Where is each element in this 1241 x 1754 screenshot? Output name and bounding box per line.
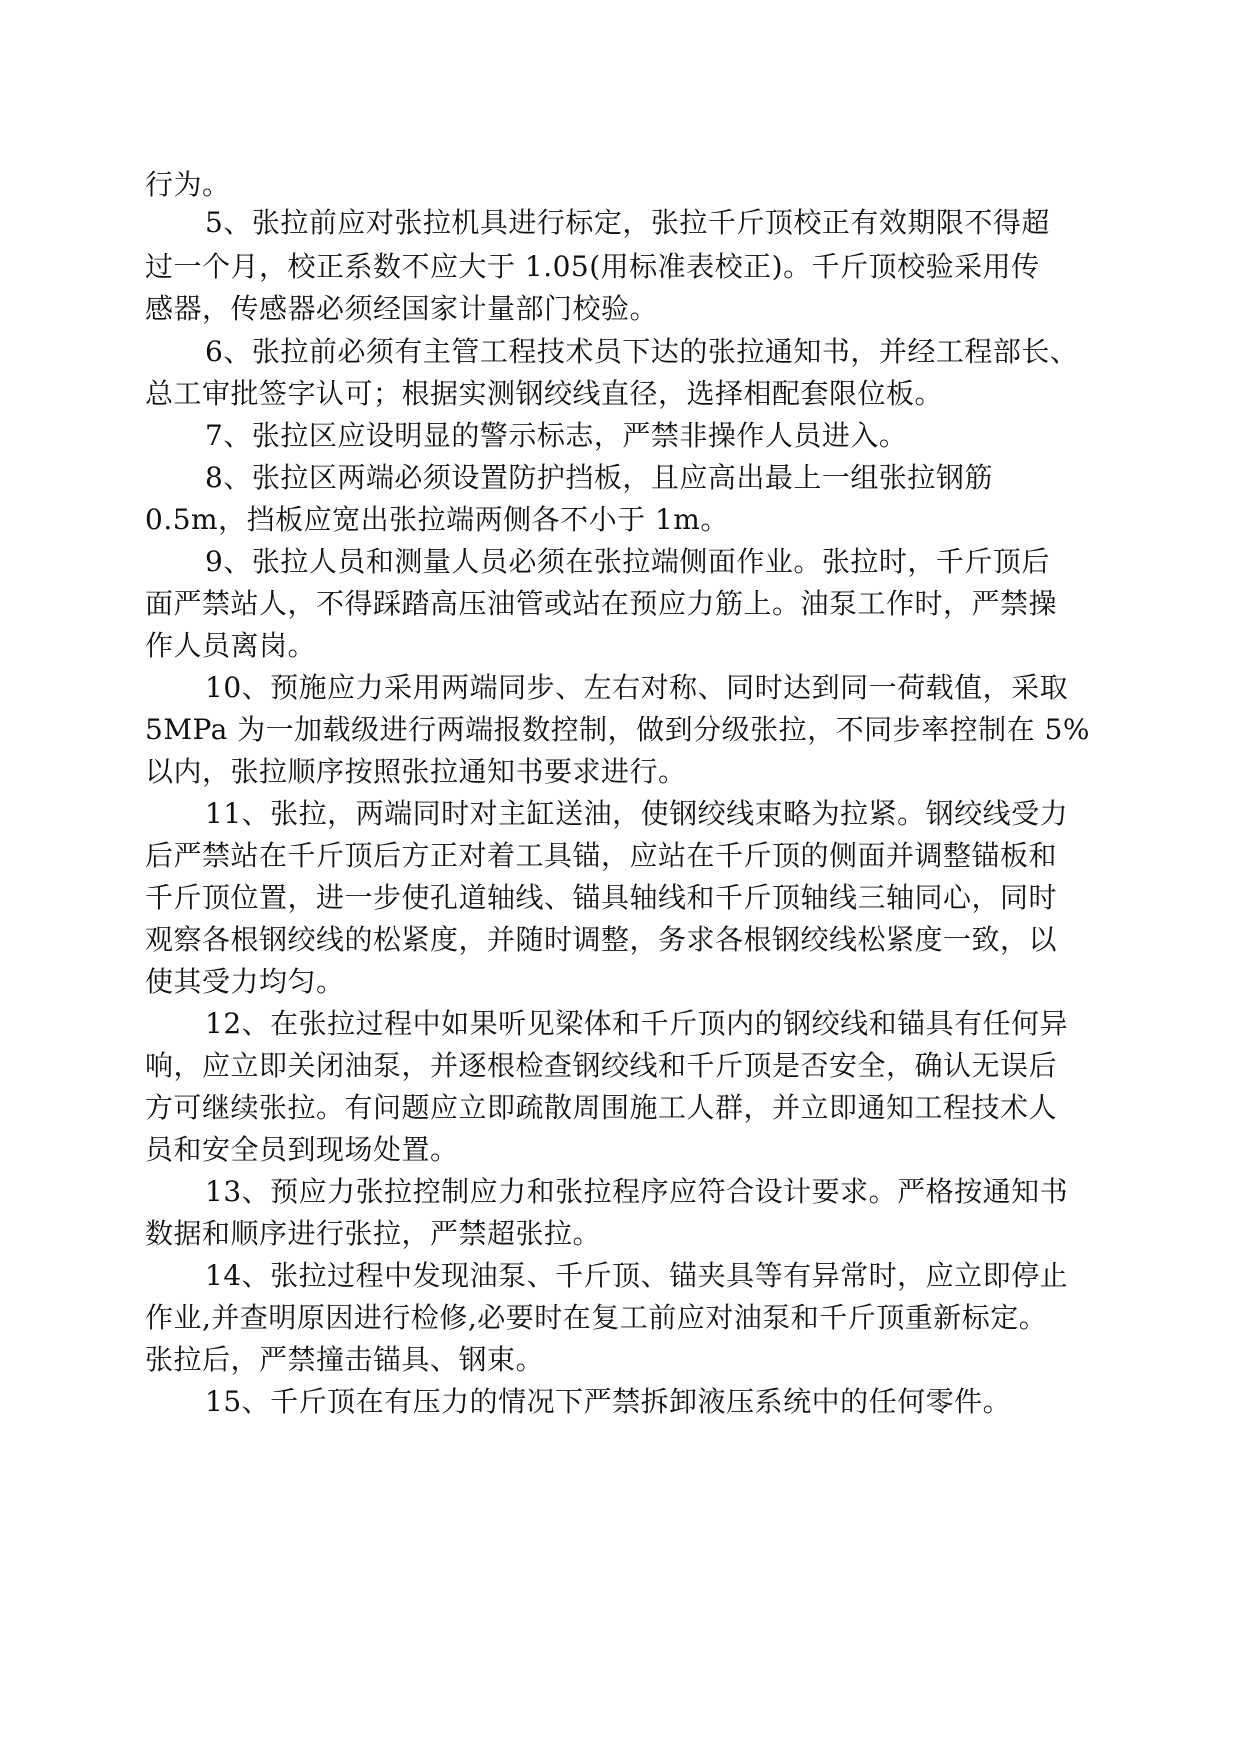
text-line: 面严禁站人，不得踩踏高压油管或站在预应力筋上。油泵工作时，严禁操	[145, 587, 1058, 620]
text-line: 6、张拉前必须有主管工程技术员下达的张拉通知书，并经工程部长、	[205, 335, 1079, 368]
text-line: 员和安全员到现场处置。	[145, 1133, 459, 1166]
text-line: 13、预应力张拉控制应力和张拉程序应符合设计要求。严格按通知书	[205, 1175, 1069, 1208]
text-line: 8、张拉区两端必须设置防护挡板，且应高出最上一组张拉钢筋	[205, 461, 993, 494]
text-line: 数据和顺序进行张拉，严禁超张拉。	[145, 1217, 602, 1250]
text-line: 千斤顶位置，进一步使孔道轴线、锚具轴线和千斤顶轴线三轴同心，同时	[145, 881, 1058, 914]
text-line: 使其受力均匀。	[145, 965, 345, 998]
text-line: 以内，张拉顺序按照张拉通知书要求进行。	[145, 755, 687, 788]
text-line: 方可继续张拉。有问题应立即疏散周围施工人群，并立即通知工程技术人	[145, 1091, 1058, 1124]
text-line: 10、预施应力采用两端同步、左右对称、同时达到同一荷载值，采取	[205, 671, 1069, 704]
text-line: 张拉后，严禁撞击锚具、钢束。	[145, 1343, 545, 1376]
text-line: 总工审批签字认可；根据实测钢绞线直径，选择相配套限位板。	[145, 377, 944, 410]
text-line: 过一个月，校正系数不应大于 1.05(用标准表校正)。千斤顶校验采用传	[145, 250, 1040, 283]
text-line: 0.5m，挡板应宽出张拉端两侧各不小于 1m。	[145, 503, 729, 536]
text-line: 作业,并查明原因进行检修,必要时在复工前应对油泵和千斤顶重新标定。	[145, 1301, 1048, 1334]
text-line: 5MPa 为一加载级进行两端报数控制，做到分级张拉，不同步率控制在 5%	[145, 713, 1090, 746]
text-line: 观察各根钢绞线的松紧度，并随时调整，务求各根钢绞线松紧度一致，以	[145, 923, 1058, 956]
text-line: 7、张拉区应设明显的警示标志，严禁非操作人员进入。	[205, 419, 908, 452]
text-line: 5、张拉前应对张拉机具进行标定，张拉千斤顶校正有效期限不得超	[205, 206, 1050, 239]
text-line: 感器，传感器必须经国家计量部门校验。	[145, 292, 659, 325]
text-line: 11、张拉，两端同时对主缸送油，使钢绞线束略为拉紧。钢绞线受力	[205, 797, 1069, 830]
text-line: 15、千斤顶在有压力的情况下严禁拆卸液压系统中的任何零件。	[205, 1385, 1012, 1418]
text-line: 作人员离岗。	[145, 629, 317, 662]
text-line: 14、张拉过程中发现油泵、千斤顶、锚夹具等有异常时，应立即停止	[205, 1259, 1069, 1292]
text-line: 12、在张拉过程中如果听见梁体和千斤顶内的钢绞线和锚具有任何异	[205, 1007, 1069, 1040]
text-line: 后严禁站在千斤顶后方正对着工具锚，应站在千斤顶的侧面并调整锚板和	[145, 839, 1058, 872]
text-line: 9、张拉人员和测量人员必须在张拉端侧面作业。张拉时，千斤顶后	[205, 545, 1050, 578]
text-line: 行为。	[145, 168, 231, 201]
text-line: 响，应立即关闭油泵，并逐根检查钢绞线和千斤顶是否安全，确认无误后	[145, 1049, 1058, 1082]
